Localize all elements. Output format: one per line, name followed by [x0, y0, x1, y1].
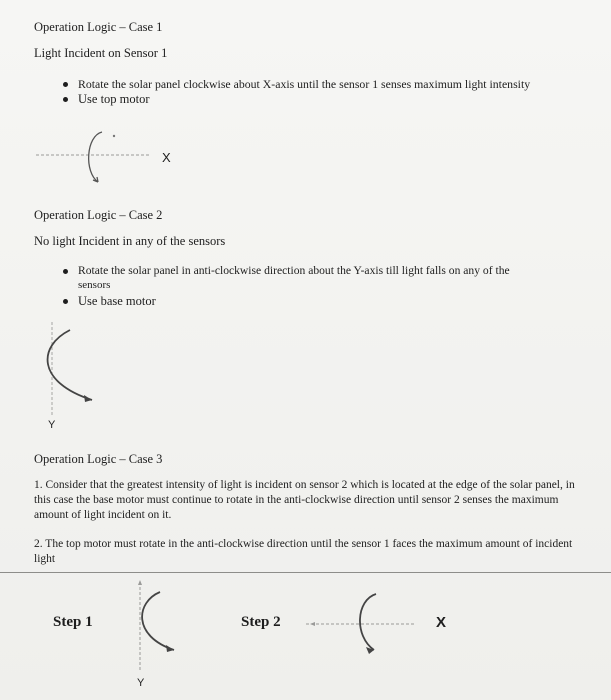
step-1-y-axis-label: Y [137, 677, 145, 689]
step-2-label: Step 2 [241, 614, 281, 630]
case2-bullet-2: Use base motor [78, 294, 156, 308]
y-axis-rotation-diagram [30, 320, 120, 430]
case1-bullet-1: Rotate the solar panel clockwise about X-axis until the sensor 1 senses maximum light intensity [78, 77, 531, 91]
x-axis-rotation-diagram [30, 120, 210, 190]
step-2-x-rotation-diagram [298, 586, 448, 666]
bullet-dot [63, 269, 68, 274]
case3-point-1: 1. Consider that the greatest intensity of light is incident on sensor 2 which is located at the edge of the solar panel, in this case the base motor must continue to rotate in the anti-clockwise direction until sensor 2 senses the maximum amount of light incident on it. [34, 479, 575, 521]
case1-subheading: Light Incident on Sensor 1 [34, 46, 168, 60]
case2-bullet-1-line-2: sensors [78, 279, 111, 291]
case2-subheading: No light Incident in any of the sensors [34, 234, 226, 248]
case3-point-2: 2. The top motor must rotate in the anti-clockwise direction until the sensor 1 faces the maximum amount of incident light [34, 538, 573, 565]
bullet-dot [63, 82, 68, 87]
anticlockwise-arrow [360, 594, 376, 650]
clockwise-arrow [89, 132, 102, 182]
anticlockwise-arrow [142, 592, 174, 650]
step-1-label: Step 1 [53, 614, 93, 630]
anticlockwise-arrow [48, 330, 92, 400]
bullet-dot [63, 299, 68, 304]
step-2-x-axis-label: X [436, 614, 447, 631]
y-axis-label: Y [48, 419, 56, 431]
step-1-y-rotation-diagram [120, 578, 200, 678]
case1-bullet-2: Use top motor [78, 92, 150, 106]
x-axis-label: X [162, 150, 171, 165]
case2-bullet-1-line-1: Rotate the solar panel in anti-clockwise direction about the Y-axis till light falls on any of the [78, 264, 510, 277]
case3-heading: Operation Logic – Case 3 [34, 452, 163, 466]
bullet-dot [63, 97, 68, 102]
divider [0, 572, 611, 573]
case2-heading: Operation Logic – Case 2 [34, 208, 163, 222]
case1-heading: Operation Logic – Case 1 [34, 20, 163, 34]
